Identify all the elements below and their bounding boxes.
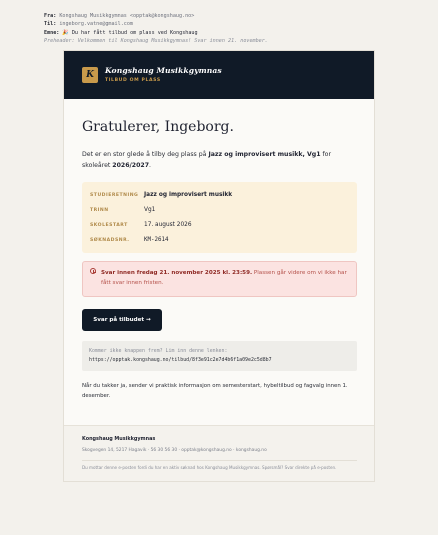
detail-value: KM-2614	[144, 237, 169, 243]
school-logo-icon: K	[82, 67, 98, 83]
intro-paragraph	[82, 150, 352, 171]
detail-label: SKOLESTART	[90, 223, 128, 228]
fallback-url-link[interactable]: https://opptak.kongshaug.no/tilbud/8f3e91c2e7d4b6f1a09e2c5d8b7	[89, 357, 272, 363]
intro-text-1: Det er en stor glede å tilby deg plass på	[82, 151, 209, 158]
preheader: Preheader: Velkommen til Kongshaug Musikkgymnas! Svar innen 21. november.	[44, 38, 268, 45]
alert-text	[101, 268, 351, 288]
intro-year: 2026/2027	[112, 161, 149, 169]
followup-paragraph: Når du takker ja, sender vi praktisk informasjon om semesterstart, hybeltilbud og fagvalg innen 1. desember.	[82, 383, 348, 399]
deadline-alert	[82, 261, 357, 297]
footer-contact: Skogvegen 14, 5217 Hagavik · 56 30 56 30 · opptak@kongshaug.no · kongshaug.no	[82, 448, 267, 453]
intro-text-end: .	[149, 161, 151, 169]
to-value: ingeborg.vatne@gmail.com	[59, 21, 133, 28]
footer-note: Du mottar denne e-posten fordi du har en aktiv søknad hos Kongshaug Musikkgymnas. Spørsmål? Svar direkte på e-posten.	[82, 465, 337, 470]
detail-label: STUDIERETNING	[90, 193, 139, 198]
to-label: Til:	[44, 21, 57, 28]
fallback-link-box	[82, 341, 357, 371]
offer-details-box	[82, 182, 357, 253]
clock-icon	[90, 268, 96, 274]
subject-value: 🎉 Du har fått tilbud om plass ved Kongshaug	[62, 29, 198, 36]
detail-label: SØKNADSNR.	[90, 238, 130, 243]
from-row	[44, 12, 268, 20]
email-footer	[64, 425, 374, 481]
detail-value: 17. august 2026	[144, 222, 192, 228]
to-row	[44, 20, 268, 28]
from-value: Kongshaug Musikkgymnas <opptak@kongshaug.no>	[59, 13, 195, 19]
footer-school-name: Kongshaug Musikkgymnas	[82, 436, 156, 442]
subject-row	[44, 29, 268, 37]
respond-to-offer-button[interactable]: Svar på tilbudet →	[82, 309, 162, 331]
email-header	[44, 12, 268, 46]
detail-value: Vg1	[144, 207, 156, 213]
brand-header	[64, 51, 374, 99]
greeting-heading: Gratulerer, Ingeborg.	[82, 119, 234, 135]
brand-tagline: TILBUD OM PLASS	[105, 78, 161, 83]
from-label: Fra:	[44, 13, 57, 19]
intro-program: Jazz og improvisert musikk, Vg1	[208, 151, 321, 158]
detail-value: Jazz og improvisert musikk	[144, 192, 233, 198]
alert-deadline: Svar innen fredag 21. november 2025 kl. 23:59.	[101, 270, 253, 276]
intro-text-2: for skoleåret	[82, 151, 332, 169]
fallback-hint: Kommer ikke knappen frem? Lim inn denne lenken:	[89, 348, 228, 354]
brand-name: Kongshaug Musikkgymnas	[105, 66, 222, 75]
detail-label: TRINN	[90, 208, 109, 213]
subject-label: Emne:	[44, 29, 60, 36]
email-card	[63, 50, 375, 482]
footer-divider	[82, 460, 357, 461]
alert-message: Plassen går videre om vi ikke har fått svar innen fristen.	[101, 270, 347, 286]
